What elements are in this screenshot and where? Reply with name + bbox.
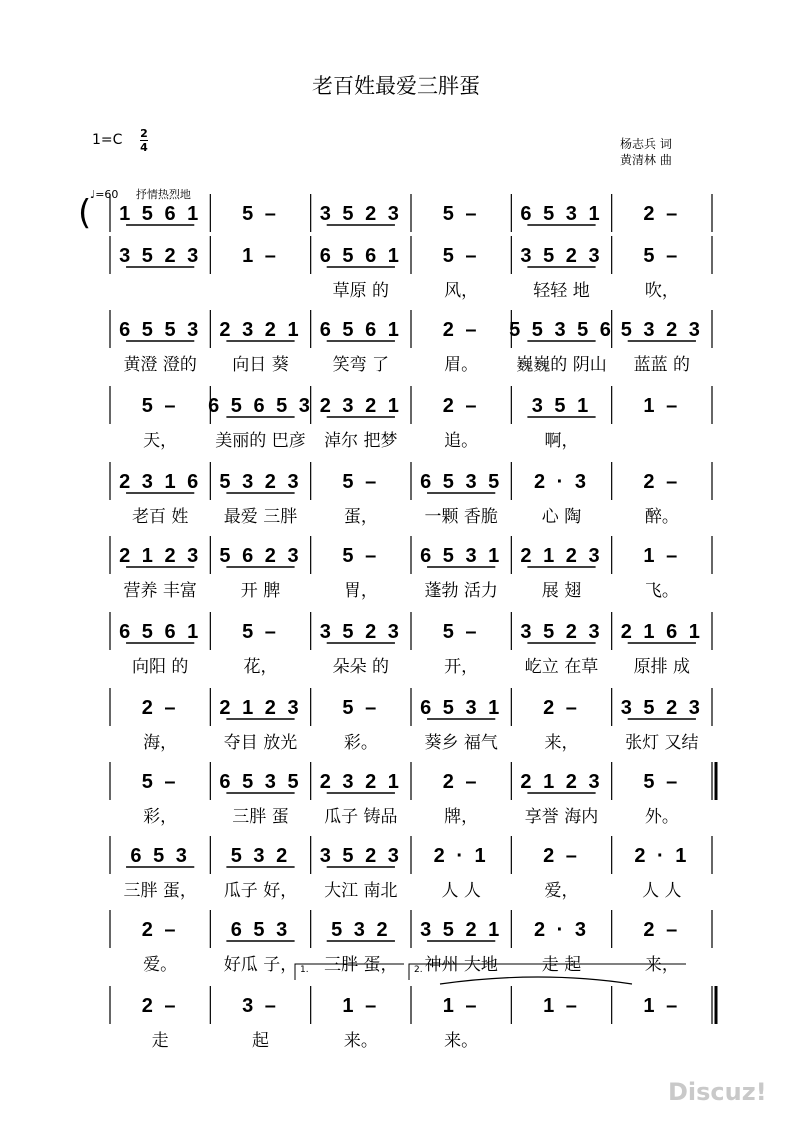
lyric-text: 心 陶	[541, 507, 582, 527]
measure-notes: 6 5 3 1	[420, 697, 503, 719]
lyric-text: 美丽的 巴彦	[215, 431, 306, 451]
measure-notes: 5 3 2	[230, 845, 291, 867]
lyric-text: 朵朵 的	[332, 657, 390, 677]
measure-notes: 6 5 6 1	[319, 245, 402, 267]
measure-notes: 6 5 5 3	[119, 319, 202, 341]
volta-1-label: 1.	[300, 965, 309, 975]
measure-notes: 2 –	[643, 471, 681, 493]
lyric-text: 笑弯 了	[332, 355, 390, 375]
lyric-text: 人 人	[441, 881, 481, 901]
lyric-text: 开 脾	[240, 581, 281, 601]
lyric-text: 蓬勃 活力	[424, 581, 498, 601]
lyric-text: 展 翅	[541, 581, 582, 601]
measure-notes: 2 1 2 3	[119, 545, 202, 567]
measure-notes: 1 –	[643, 545, 681, 567]
lyric-text: 张灯 又结	[625, 733, 699, 753]
lyricist: 杨志兵 词	[620, 137, 672, 151]
lyric-text: 走 起	[541, 955, 582, 975]
measure-notes: 2 3 1 6	[119, 471, 202, 493]
song-title: 老百姓最爱三胖蛋	[312, 74, 480, 98]
measure-notes: 5 –	[242, 203, 279, 225]
measure-notes: 2 · 1	[433, 845, 489, 867]
measure-notes: 6 5 6 1	[119, 621, 202, 643]
key-signature: 1=C	[92, 132, 123, 148]
measure-notes: 5 –	[442, 245, 480, 267]
lyric-text: 黄澄 澄的	[123, 355, 197, 375]
watermark: Discuz!	[668, 1078, 767, 1106]
measure-notes: 5 –	[141, 395, 179, 417]
lyric-text: 大江 南北	[324, 881, 398, 901]
measure-notes: 5 –	[342, 545, 380, 567]
lyric-text: 一颗 香脆	[424, 507, 498, 527]
measure-notes: 2 –	[643, 203, 681, 225]
lyric-text: 起	[252, 1031, 269, 1051]
measure-notes: 5 –	[643, 245, 681, 267]
lyric-text: 向日 葵	[232, 355, 289, 375]
lyric-text: 来，	[644, 955, 679, 975]
measure-notes: 5 3 2 3	[620, 319, 703, 341]
measure-notes: 6 5 3	[230, 919, 291, 941]
composer: 黄清林 曲	[620, 153, 672, 167]
measure-notes: 5 –	[442, 203, 480, 225]
lyric-text: 好瓜 子，	[223, 955, 298, 975]
lyric-text: 三胖 蛋，	[324, 955, 398, 975]
lyric-text: 走	[151, 1031, 169, 1051]
lyric-text: 花，	[243, 657, 278, 677]
lyric-text: 海，	[143, 733, 178, 753]
lyric-text: 瓜子 铸品	[324, 807, 398, 827]
lyric-text: 向阳 的	[131, 657, 189, 677]
lyric-text: 草原 的	[332, 281, 390, 301]
lyric-text: 开，	[444, 657, 479, 677]
measure-notes: 3 5 2 3	[319, 845, 402, 867]
lyric-text: 醉。	[644, 507, 679, 527]
lyric-text: 瓜子 好，	[223, 881, 298, 901]
measure-notes: 2 1 2 3	[520, 545, 603, 567]
measure-notes: 1 –	[643, 995, 681, 1017]
measure-notes: 3 5 2 3	[119, 245, 202, 267]
lyric-text: 外。	[644, 807, 679, 827]
measure-notes: 3 5 1	[531, 395, 592, 417]
lyric-text: 吹，	[644, 281, 679, 301]
expression-marking: 抒情热烈地	[135, 188, 191, 201]
measure-notes: 2 1 6 1	[620, 621, 703, 643]
measure-notes: 6 5 3 5	[219, 771, 302, 793]
measure-notes: 2 1 2 3	[520, 771, 603, 793]
lyric-text: 彩。	[343, 733, 378, 753]
lyric-text: 飞。	[644, 581, 679, 601]
lyric-text: 葵乡 福气	[424, 733, 498, 753]
measure-notes: 1 5 6 1	[119, 203, 202, 225]
measure-notes: 6 5 3	[130, 845, 190, 867]
lyric-text: 人 人	[642, 881, 682, 901]
measure-notes: 1 –	[242, 245, 279, 267]
measure-notes: 2 · 3	[533, 471, 590, 493]
measure-notes: 2 –	[543, 845, 580, 867]
measure-notes: 3 5 2 1	[420, 919, 503, 941]
measure-notes: 5 5 3 5 6	[509, 319, 614, 341]
lyric-text: 来。	[444, 1031, 479, 1051]
lyric-text: 来。	[343, 1031, 378, 1051]
lyric-text: 屹立 在草	[524, 657, 599, 677]
measure-notes: 5 6 2 3	[219, 545, 302, 567]
lyric-text: 三胖 蛋	[232, 807, 289, 827]
measure-notes: 3 5 2 3	[620, 697, 703, 719]
measure-notes: 3 –	[242, 995, 279, 1017]
measure-notes: 5 –	[643, 771, 681, 793]
measure-notes: 2 3 2 1	[319, 395, 402, 417]
measure-notes: 5 3 2 3	[219, 471, 302, 493]
lyric-text: 爱。	[143, 955, 178, 975]
measure-notes: 3 5 2 3	[520, 245, 603, 267]
measure-notes: 3 5 2 3	[520, 621, 603, 643]
lyric-text: 彩，	[143, 807, 178, 827]
lyric-text: 神州 大地	[424, 955, 498, 975]
measure-notes: 1 –	[442, 995, 480, 1017]
lyric-text: 追。	[444, 431, 479, 451]
measure-notes: 5 –	[242, 621, 279, 643]
measure-notes: 5 3 2	[331, 919, 391, 941]
measure-notes: 2 3 2 1	[319, 771, 402, 793]
lyric-text: 享誉 海内	[524, 807, 599, 827]
measure-notes: 1 –	[543, 995, 580, 1017]
measure-notes: 2 –	[442, 319, 480, 341]
measure-notes: 2 –	[442, 771, 480, 793]
measure-notes: 2 1 2 3	[219, 697, 302, 719]
meter-top: 2	[140, 127, 148, 140]
measure-notes: 2 –	[442, 395, 480, 417]
measure-notes: 2 –	[141, 697, 179, 719]
measure-notes: 5 –	[342, 471, 380, 493]
lyric-text: 风，	[444, 281, 479, 301]
measure-notes: 1 –	[643, 395, 681, 417]
lyric-text: 眉。	[444, 355, 479, 375]
lyric-text: 淖尔 把梦	[324, 431, 398, 451]
lyric-text: 轻轻 地	[533, 281, 590, 301]
measure-notes: 3 5 2 3	[319, 203, 402, 225]
phrase-bracket: (	[78, 193, 92, 233]
measure-notes: 5 –	[442, 621, 480, 643]
measure-notes: 1 –	[342, 995, 380, 1017]
lyric-text: 天，	[143, 431, 178, 451]
lyric-text: 夺目 放光	[223, 733, 298, 753]
lyric-text: 蓝蓝 的	[633, 355, 691, 375]
measure-notes: 6 5 3 1	[520, 203, 603, 225]
tie-arc	[440, 977, 632, 984]
volta-2-label: 2.	[414, 965, 423, 975]
lyric-text: 老百 姓	[131, 507, 189, 527]
lyric-text: 原排 成	[633, 657, 691, 677]
lyric-text: 来，	[544, 733, 579, 753]
lyric-text: 牌，	[444, 807, 479, 827]
measure-notes: 2 –	[141, 919, 179, 941]
measure-notes: 2 –	[141, 995, 179, 1017]
lyric-text: 蛋，	[343, 507, 378, 527]
measure-notes: 3 5 2 3	[319, 621, 402, 643]
measure-notes: 5 –	[141, 771, 179, 793]
lyric-text: 最爱 三胖	[223, 507, 298, 527]
measure-notes: 2 –	[543, 697, 580, 719]
tempo-value: ♩=60	[90, 188, 119, 201]
measure-notes: 2 –	[643, 919, 681, 941]
measure-notes: 2 · 3	[533, 919, 590, 941]
measure-notes: 2 · 1	[634, 845, 690, 867]
lyric-text: 胃，	[343, 581, 378, 601]
lyric-text: 营养 丰富	[123, 581, 197, 601]
lyric-text: 巍巍的 阴山	[516, 355, 607, 375]
measure-notes: 6 5 6 5 3	[208, 395, 313, 417]
measure-notes: 5 –	[342, 697, 380, 719]
measure-notes: 6 5 3 5	[420, 471, 503, 493]
measure-notes: 2 3 2 1	[219, 319, 302, 341]
lyric-text: 三胖 蛋，	[123, 881, 197, 901]
measure-notes: 6 5 3 1	[420, 545, 503, 567]
lyric-text: 爱，	[544, 881, 579, 901]
lyric-text: 啊，	[544, 431, 579, 451]
meter-bottom: 4	[140, 141, 148, 154]
measure-notes: 6 5 6 1	[319, 319, 402, 341]
